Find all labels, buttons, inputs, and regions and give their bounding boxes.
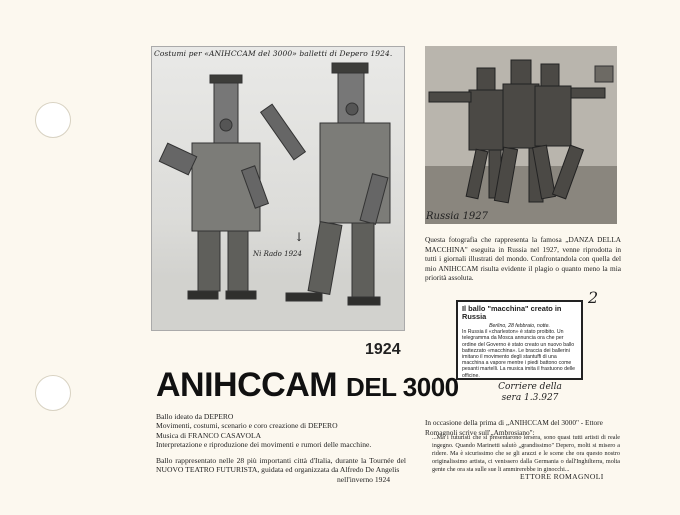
review-author: ETTORE ROMAGNOLI [520,472,604,481]
robot-costumes-illustration [152,47,405,331]
newspaper-clipping [456,300,583,380]
credit-line: Musica di FRANCO CASAVOLA [156,430,262,440]
photo-description: Questa fotografia che rappresenta la famosa „DANZA DELLA MACCHINA" eseguita in Russia nel 1927, venne riprodotta in tutti i giornali illustrati del mondo. Confrontandola con quella del mio ANIHCCAM risulta evidente il plagio o quanto meno la mia priorità assoluta. [425,235,621,283]
binder-hole-top [35,102,71,138]
russia-photo [425,46,617,224]
binder-hole-bottom [35,375,71,411]
arrow-down-icon: ↓ [294,230,305,244]
clipping-body: In Russia il «charleston» è stato proibito. Un telegramma da Mosca annuncia ora che per ordine del Governo è stato creato un nuovo ballo battezzato «macchina». Le braccia dei ballerini imitano il movimento degli stantuffi di una macchina a vapore mentre i piedi battono come pesanti martelli. La musica imita il frastuono delle officine. [462,329,576,379]
title-word: ANIHCCAM [156,366,338,404]
tour-season: nell'inverno 1924 [337,475,391,484]
review-quote: ...Ma i futuristi che si presentarono iersera, sono quasi tutti artisti di reale ingegno. Quando Marinetti salutò „grandissimo" Depero, molti si misero a ridere. Ma è sicurissimo che se gli arazzi e le scene che ora questo nostro originalissimo artista, ci venissero dalla Germania o dall'Inghilterra, molta gente che ora sta sulle sue li ammirerebbe in ginocchi... [432,434,620,473]
credit-line: Movimenti, costumi, scenario e coro creazione di DEPERO [156,421,338,431]
dancers-illustration [425,46,617,224]
tour-text: Ballo rappresentato nelle 28 più importanti città d'Italia, durante la Tournée del NUOVO TEATRO FUTURISTA, guidata ed organizzata da Alfredo De Angelis [156,456,406,475]
credits-block [156,412,406,450]
clipping-number: 2 [588,288,599,307]
review-intro: In occasione della prima di „ANIHCCAM del 3000" - Ettore Romagnoli scrive sull'„Ambrosiano": [425,418,603,437]
photo-caption: Costumi per «ANIHCCAM del 3000» balletti di Depero 1924. [154,49,393,58]
clipping-headline: Il ballo "macchina" creato in Russia [462,304,562,321]
credit-line: Ballo ideato da DEPERO [156,412,234,421]
costume-photo [151,46,405,331]
page-title [156,366,459,405]
title-rest: DEL 3000 [346,372,459,402]
clipping-dateline: Berlino, 28 febbraio, notte. [489,323,550,329]
russia-caption: Russia 1927 [426,211,489,222]
photo-signature: Ni Rado 1924 [253,250,302,258]
credit-line: Interpretazione e riproduzione dei movimenti e rumori delle macchine. [156,440,372,450]
year-label: 1924 [365,341,401,358]
handwritten-note: Corriere della sera 1.3.927 [498,382,562,403]
